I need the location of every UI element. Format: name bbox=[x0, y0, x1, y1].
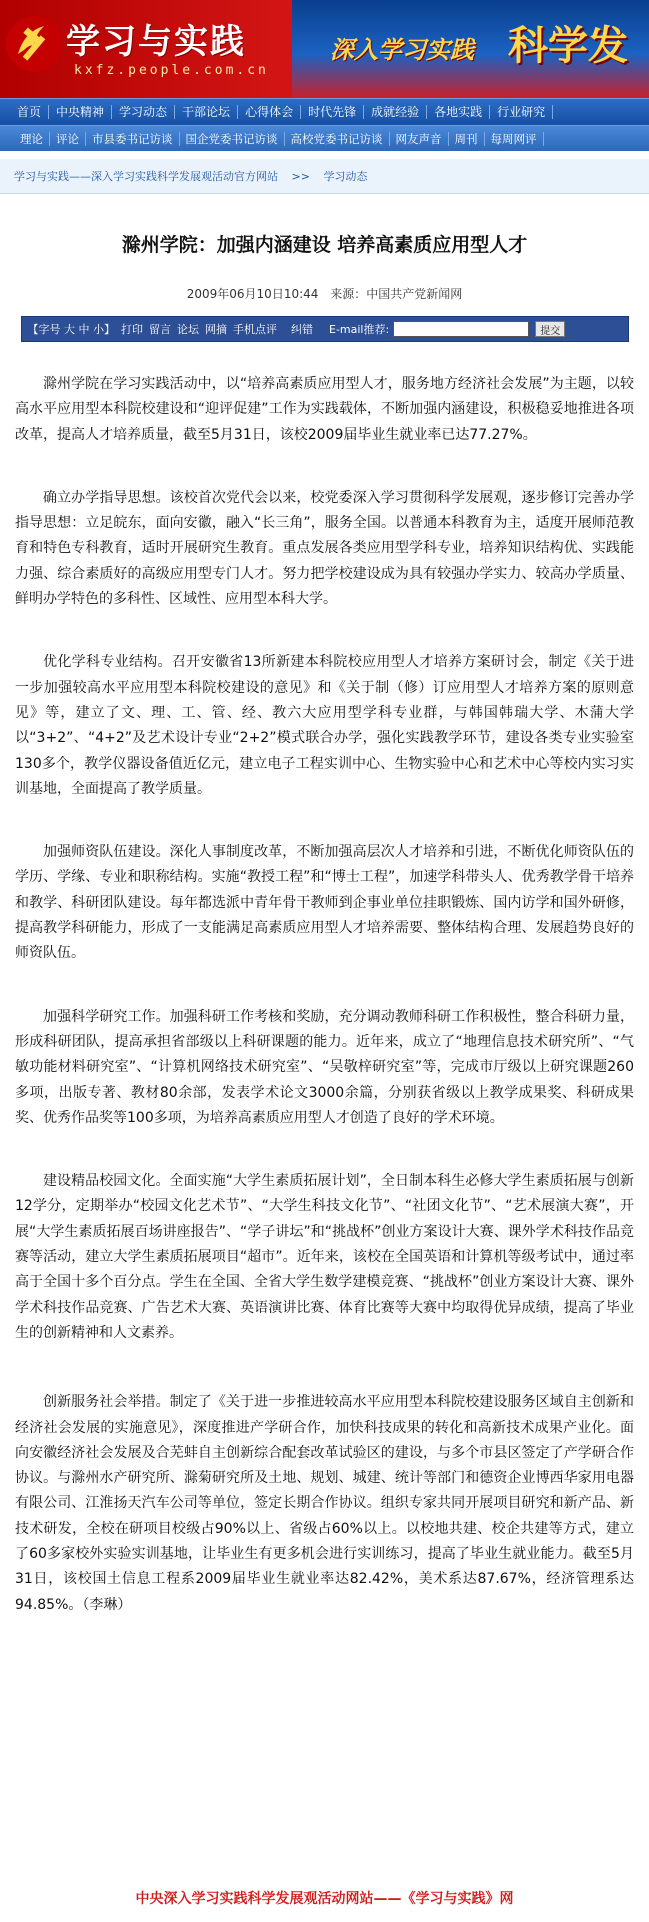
article-paragraph: 创新服务社会举措。制定了《关于进一步推进较高水平应用型本科院校建设服务区域自主创新和经济社会发展的实施意见》，深度推进产学研合作，加快科技成果的转化和高新技术成果产业化。面向安徽经济社会发展及合芜蚌自主创新综合配套改革试验区的建设，与多个市县区签定了产学研合作协议。与滁州水产研究所、滁菊研究所及土地、规划、城建、统计等部门和德资企业博西华家用电器有限公司、江淮扬天汽车公司等单位，签定长期合作协议。组织专家共同开展项目研究和新产品、新技术研发，全校在研项目校级占90%以上、省级占60%以上。以校地共建、校企共建等方式，建立了60多家校外实验实训基地，让毕业生有更多机会进行实训练习，提高了毕业生就业能力。截至5月31日，该校国土信息工程系2009届毕业生就业率达82.42%，美术系达87.67%，经济管理系达94.85%。（李琳） bbox=[15, 1394, 634, 1613]
nav-item-weekly[interactable]: 周刊 bbox=[449, 132, 485, 146]
breadcrumb-home-link[interactable]: 学习与实践——深入学习实践科学发展观活动官方网站 bbox=[14, 170, 278, 183]
forum-link[interactable]: 论坛 bbox=[177, 323, 199, 336]
article-paragraph: 优化学科专业结构。召开安徽省13所新建本科院校应用型人才培养方案研讨会，制定《关于进一步加强较高水平应用型本科院校建设的意见》和《关于制（修）订应用型人才培养方案的原则意见》等，建立了文、理、工、管、经、教六大应用型学科专业群，与韩国韩瑞大学、木蒲大学以“3+2”、“4+2”及艺术设计专业“2+2”模式联合办学，强化实践教学环节，建设各类专业实验室130多个，教学仪器设备值近亿元，建立电子工程实训中心、生物实验中心和艺术中心等校内实习实训基地，全面提高了教学质量。 bbox=[15, 654, 634, 797]
print-link[interactable]: 打印 bbox=[121, 323, 143, 336]
report-error-link[interactable]: 纠错 bbox=[291, 323, 313, 336]
breadcrumb-separator: >> bbox=[291, 170, 310, 183]
nav-item-experience[interactable]: 心得体会 bbox=[238, 105, 301, 119]
party-emblem-icon bbox=[4, 14, 64, 74]
breadcrumb-section-link[interactable]: 学习动态 bbox=[323, 170, 368, 183]
bookmark-link[interactable]: 网摘 bbox=[205, 323, 227, 336]
nav-item-central-spirit[interactable]: 中央精神 bbox=[49, 105, 112, 119]
nav-item-cadre-forum[interactable]: 干部论坛 bbox=[175, 105, 238, 119]
article-paragraph: 加强师资队伍建设。深化人事制度改革，不断加强高层次人才培养和引进，不断优化师资队伍的学历、学缘、专业和职称结构。实施“教授工程”和“博士工程”，加速学科带头人、优秀教学骨干培养和教学、科研团队建设。每年都选派中青年骨干教师到企事业单位挂职锻炼、国内访学和国外研修，提高教学科研能力，形成了一支能满足高素质应用型人才培养需要、整体结构合理、发展趋势良好的师资队伍。 bbox=[15, 844, 634, 962]
article-source: 来源：中国共产党新闻网 bbox=[330, 287, 463, 301]
email-input[interactable] bbox=[393, 321, 529, 337]
site-url: kxfz.people.com.cn bbox=[74, 63, 269, 78]
submit-button[interactable]: 提交 bbox=[535, 321, 565, 337]
nav-item-commentary[interactable]: 评论 bbox=[50, 132, 86, 146]
article-paragraph: 确立办学指导思想。该校首次党代会以来，校党委深入学习贯彻科学发展观，逐步修订完善办学指导思想：立足皖东，面向安徽，融入“长三角”，服务全国。以普通本科教育为主，适度开展师范教育和特色专科教育，适时开展研究生教育。重点发展各类应用型学科专业，培养知识结构优、实践能力强、综合素质好的高级应用型专门人才。努力把学校建设成为具有较强办学实力、较高办学质量、鲜明办学特色的多科性、区域性、应用型本科大学。 bbox=[15, 489, 634, 608]
nav-item-university-interviews[interactable]: 高校党委书记访谈 bbox=[285, 132, 390, 146]
article-datetime: 2009年06月10日10:44 bbox=[186, 287, 319, 301]
nav-item-soe-interviews[interactable]: 国企党委书记访谈 bbox=[180, 132, 285, 146]
nav-item-home[interactable]: 首页 bbox=[10, 105, 49, 119]
slogan-big: 科学发 bbox=[508, 23, 628, 69]
mobile-comment-link[interactable]: 手机点评 bbox=[233, 323, 277, 336]
nav-item-theory[interactable]: 理论 bbox=[14, 132, 50, 146]
nav-item-pioneers[interactable]: 时代先锋 bbox=[301, 105, 364, 119]
article-paragraph: 建设精品校园文化。全面实施“大学生素质拓展计划”，全日制本科生必修大学生素质拓展与创新12学分，定期举办“校园文化艺术节”、“大学生科技文化节”、“社团文化节”、“艺术展演大赛”，开展“大学生素质拓展百场讲座报告”、“学子讲坛”和“挑战杯”创业方案设计大赛、课外学术科技作品竞赛等活动，建立大学生素质拓展项目“超市”。近年来，该校在全国英语和计算机等级考试中，通过率高于全国十多个百分点。学生在全国、全省大学生数学建模竞赛、“挑战杯”创业方案设计大赛、课外学术科技作品竞赛、广告艺术大赛、英语演讲比赛、体育比赛等大赛中均取得优异成绩，提高了毕业生的创新精神和人文素养。 bbox=[15, 1173, 634, 1341]
article-title: 滁州学院：加强内涵建设 培养高素质应用型人才 bbox=[121, 234, 528, 256]
article-meta bbox=[0, 285, 649, 302]
site-banner bbox=[0, 0, 649, 98]
email-recommend-label: E-mail推荐: bbox=[329, 323, 390, 336]
footer-credit: 中央深入学习实践科学发展观活动网站——《学习与实践》网 bbox=[135, 1891, 514, 1907]
nav-item-weekly-review[interactable]: 每周网评 bbox=[485, 132, 544, 146]
main-nav bbox=[0, 98, 649, 125]
slogan-small: 深入学习实践 bbox=[330, 36, 474, 64]
article-body bbox=[0, 372, 649, 1618]
comment-link[interactable]: 留言 bbox=[149, 323, 171, 336]
article-paragraph: 加强科学研究工作。加强科研工作考核和奖励，充分调动教师科研工作积极性，整合科研力量，形成科研团队，提高承担省部级以上科研课题的能力。近年来，成立了“地理信息技术研究所”、“气敏功能材料研究室”、“计算机网络技术研究室”、“吴敬梓研究室”等，完成市厅级以上研究课题260多项，出版专著、教材80余部，发表学术论文3000余篇，分别获省级以上教学成果奖、科研成果奖、优秀作品奖等100多项，为培养高素质应用型人才创造了良好的学术环境。 bbox=[15, 1008, 634, 1126]
article-toolbar bbox=[21, 316, 629, 342]
article-paragraph: 滁州学院在学习实践活动中，以“培养高素质应用型人才，服务地方经济社会发展”为主题，以较高水平应用型本科院校建设和“迎评促建”工作为实践载体，不断加强内涵建设，积极稳妥地推进各项改革，提高人才培养质量，截至5月31日，该校2009届毕业生就业率已达77.27%。 bbox=[15, 376, 634, 443]
nav-item-study-news[interactable]: 学习动态 bbox=[112, 105, 175, 119]
nav-item-achievements[interactable]: 成就经验 bbox=[364, 105, 427, 119]
nav-item-local-practice[interactable]: 各地实践 bbox=[427, 105, 490, 119]
breadcrumb bbox=[0, 159, 649, 194]
site-title: 学习与实践 bbox=[66, 22, 246, 62]
nav-item-county-interviews[interactable]: 市县委书记访谈 bbox=[86, 132, 180, 146]
sub-nav bbox=[0, 125, 649, 151]
nav-item-netizen-voices[interactable]: 网友声音 bbox=[390, 132, 449, 146]
font-size-control[interactable]: 【字号 大 中 小】 bbox=[27, 323, 115, 336]
nav-item-industry-research[interactable]: 行业研究 bbox=[490, 105, 553, 119]
